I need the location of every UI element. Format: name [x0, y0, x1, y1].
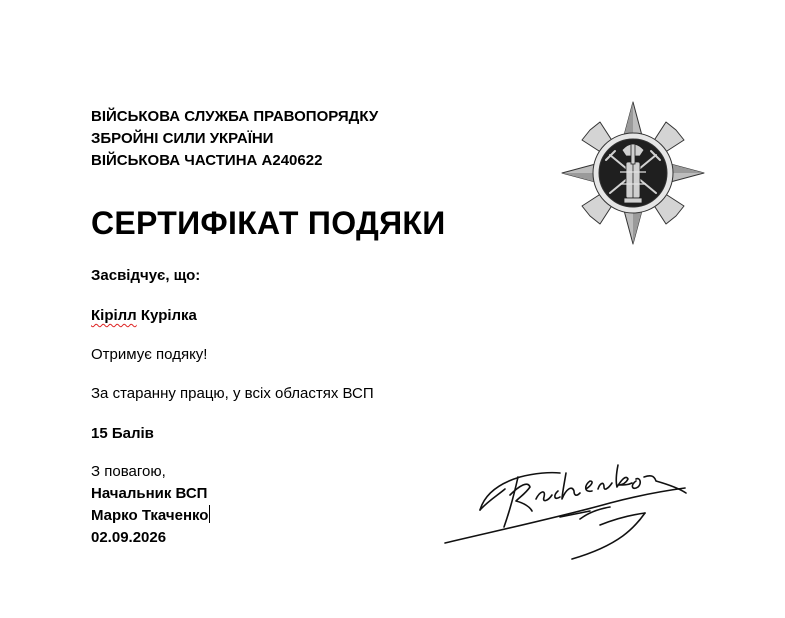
regards-text: З повагою,	[91, 463, 166, 480]
signoff-date: 02.09.2026	[91, 529, 167, 546]
certificate-title: СЕРТИФІКАТ ПОДЯКИ	[91, 205, 446, 241]
military-police-emblem	[560, 100, 706, 246]
reason-text: За старанну працю, у всіх областях ВСП	[91, 385, 374, 402]
recipient-last-name: Курілка	[140, 307, 197, 324]
signoff-block	[91, 461, 210, 549]
receives-text: Отримує подяку!	[91, 346, 208, 363]
org-line-1: ВІЙСЬКОВА СЛУЖБА ПРАВОПОРЯДКУ	[91, 108, 379, 125]
organization-header	[91, 106, 378, 172]
signer-name-line[interactable]	[91, 505, 210, 527]
org-line-3: ВІЙСЬКОВА ЧАСТИНА А240622	[91, 152, 323, 169]
signer-position: Начальник ВСП	[91, 485, 208, 502]
signer-name: Марко Ткаченко	[91, 507, 209, 524]
handwritten-signature	[440, 455, 690, 565]
text-cursor	[209, 505, 210, 523]
recipient-first-name: Кірілл	[91, 307, 137, 324]
certifies-label: Засвідчує, що:	[91, 267, 201, 284]
points-awarded: 15 Балів	[91, 425, 154, 442]
org-line-2: ЗБРОЙНІ СИЛИ УКРАЇНИ	[91, 130, 274, 147]
recipient-name	[91, 307, 197, 324]
